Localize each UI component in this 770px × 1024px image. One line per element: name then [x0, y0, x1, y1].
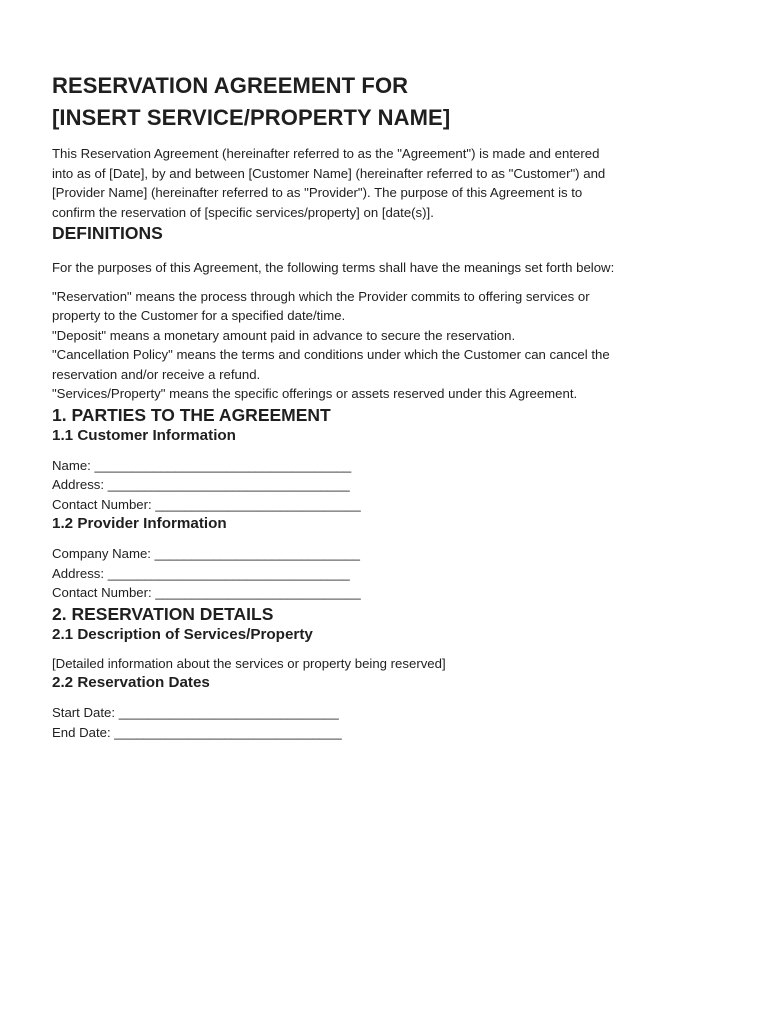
definition-line: "Cancellation Policy" means the terms and conditions under which the Customer can cancel the: [52, 347, 610, 362]
section-1-heading: 1. PARTIES TO THE AGREEMENT: [52, 404, 331, 425]
definition-line: reservation and/or receive a refund.: [52, 366, 261, 382]
provider-address-field[interactable]: Address: _________________________________: [52, 565, 350, 581]
section-2-heading: 2. RESERVATION DETAILS: [52, 603, 274, 624]
definition-line: "Services/Property" means the specific offerings or assets reserved under this Agreement.: [52, 386, 578, 401]
intro-line: This Reservation Agreement (hereinafter referred to as the "Agreement") is made and entered: [52, 146, 600, 161]
description-heading: 2.1 Description of Services/Property: [52, 625, 313, 643]
intro-line: confirm the reservation of [specific services/property] on [date(s)].: [52, 204, 434, 220]
customer-contact-field[interactable]: Contact Number: ____________________________: [52, 496, 361, 512]
provider-company-field[interactable]: Company Name: ____________________________: [52, 546, 360, 561]
start-date-field[interactable]: Start Date: ______________________________: [52, 705, 339, 720]
reservation-dates-fields: [52, 703, 722, 742]
description-text: [Detailed information about the services or property being reserved]: [52, 655, 446, 671]
end-date-field[interactable]: End Date: _______________________________: [52, 724, 342, 740]
intro-paragraph: [52, 144, 722, 222]
intro-line: [Provider Name] (hereinafter referred to as "Provider"). The purpose of this Agreement is to: [52, 185, 583, 200]
document-page: [52, 70, 722, 742]
intro-line: into as of [Date], by and between [Customer Name] (hereinafter referred to as "Customer") and: [52, 165, 606, 181]
customer-info-heading: 1.1 Customer Information: [52, 426, 236, 444]
document-title: [52, 70, 722, 134]
provider-contact-field[interactable]: Contact Number: ____________________________: [52, 585, 361, 600]
provider-info-heading: 1.2 Provider Information: [52, 515, 227, 532]
title-line-1: RESERVATION AGREEMENT FOR: [52, 73, 409, 98]
definitions-list: [52, 287, 722, 404]
definitions-lead: For the purposes of this Agreement, the following terms shall have the meanings set forth below:: [52, 260, 615, 275]
definition-line: "Reservation" means the process through which the Provider commits to offering services or: [52, 288, 590, 304]
customer-address-field[interactable]: Address: _________________________________: [52, 477, 350, 492]
customer-name-field[interactable]: Name: ___________________________________: [52, 457, 352, 473]
title-line-2: [INSERT SERVICE/PROPERTY NAME]: [52, 105, 451, 130]
definition-line: property to the Customer for a specified date/time.: [52, 308, 346, 323]
customer-info-fields: [52, 456, 722, 515]
definitions-heading: DEFINITIONS: [52, 223, 163, 243]
provider-info-fields: [52, 544, 722, 603]
reservation-dates-heading: 2.2 Reservation Dates: [52, 674, 210, 691]
definition-line: "Deposit" means a monetary amount paid in advance to secure the reservation.: [52, 327, 516, 343]
